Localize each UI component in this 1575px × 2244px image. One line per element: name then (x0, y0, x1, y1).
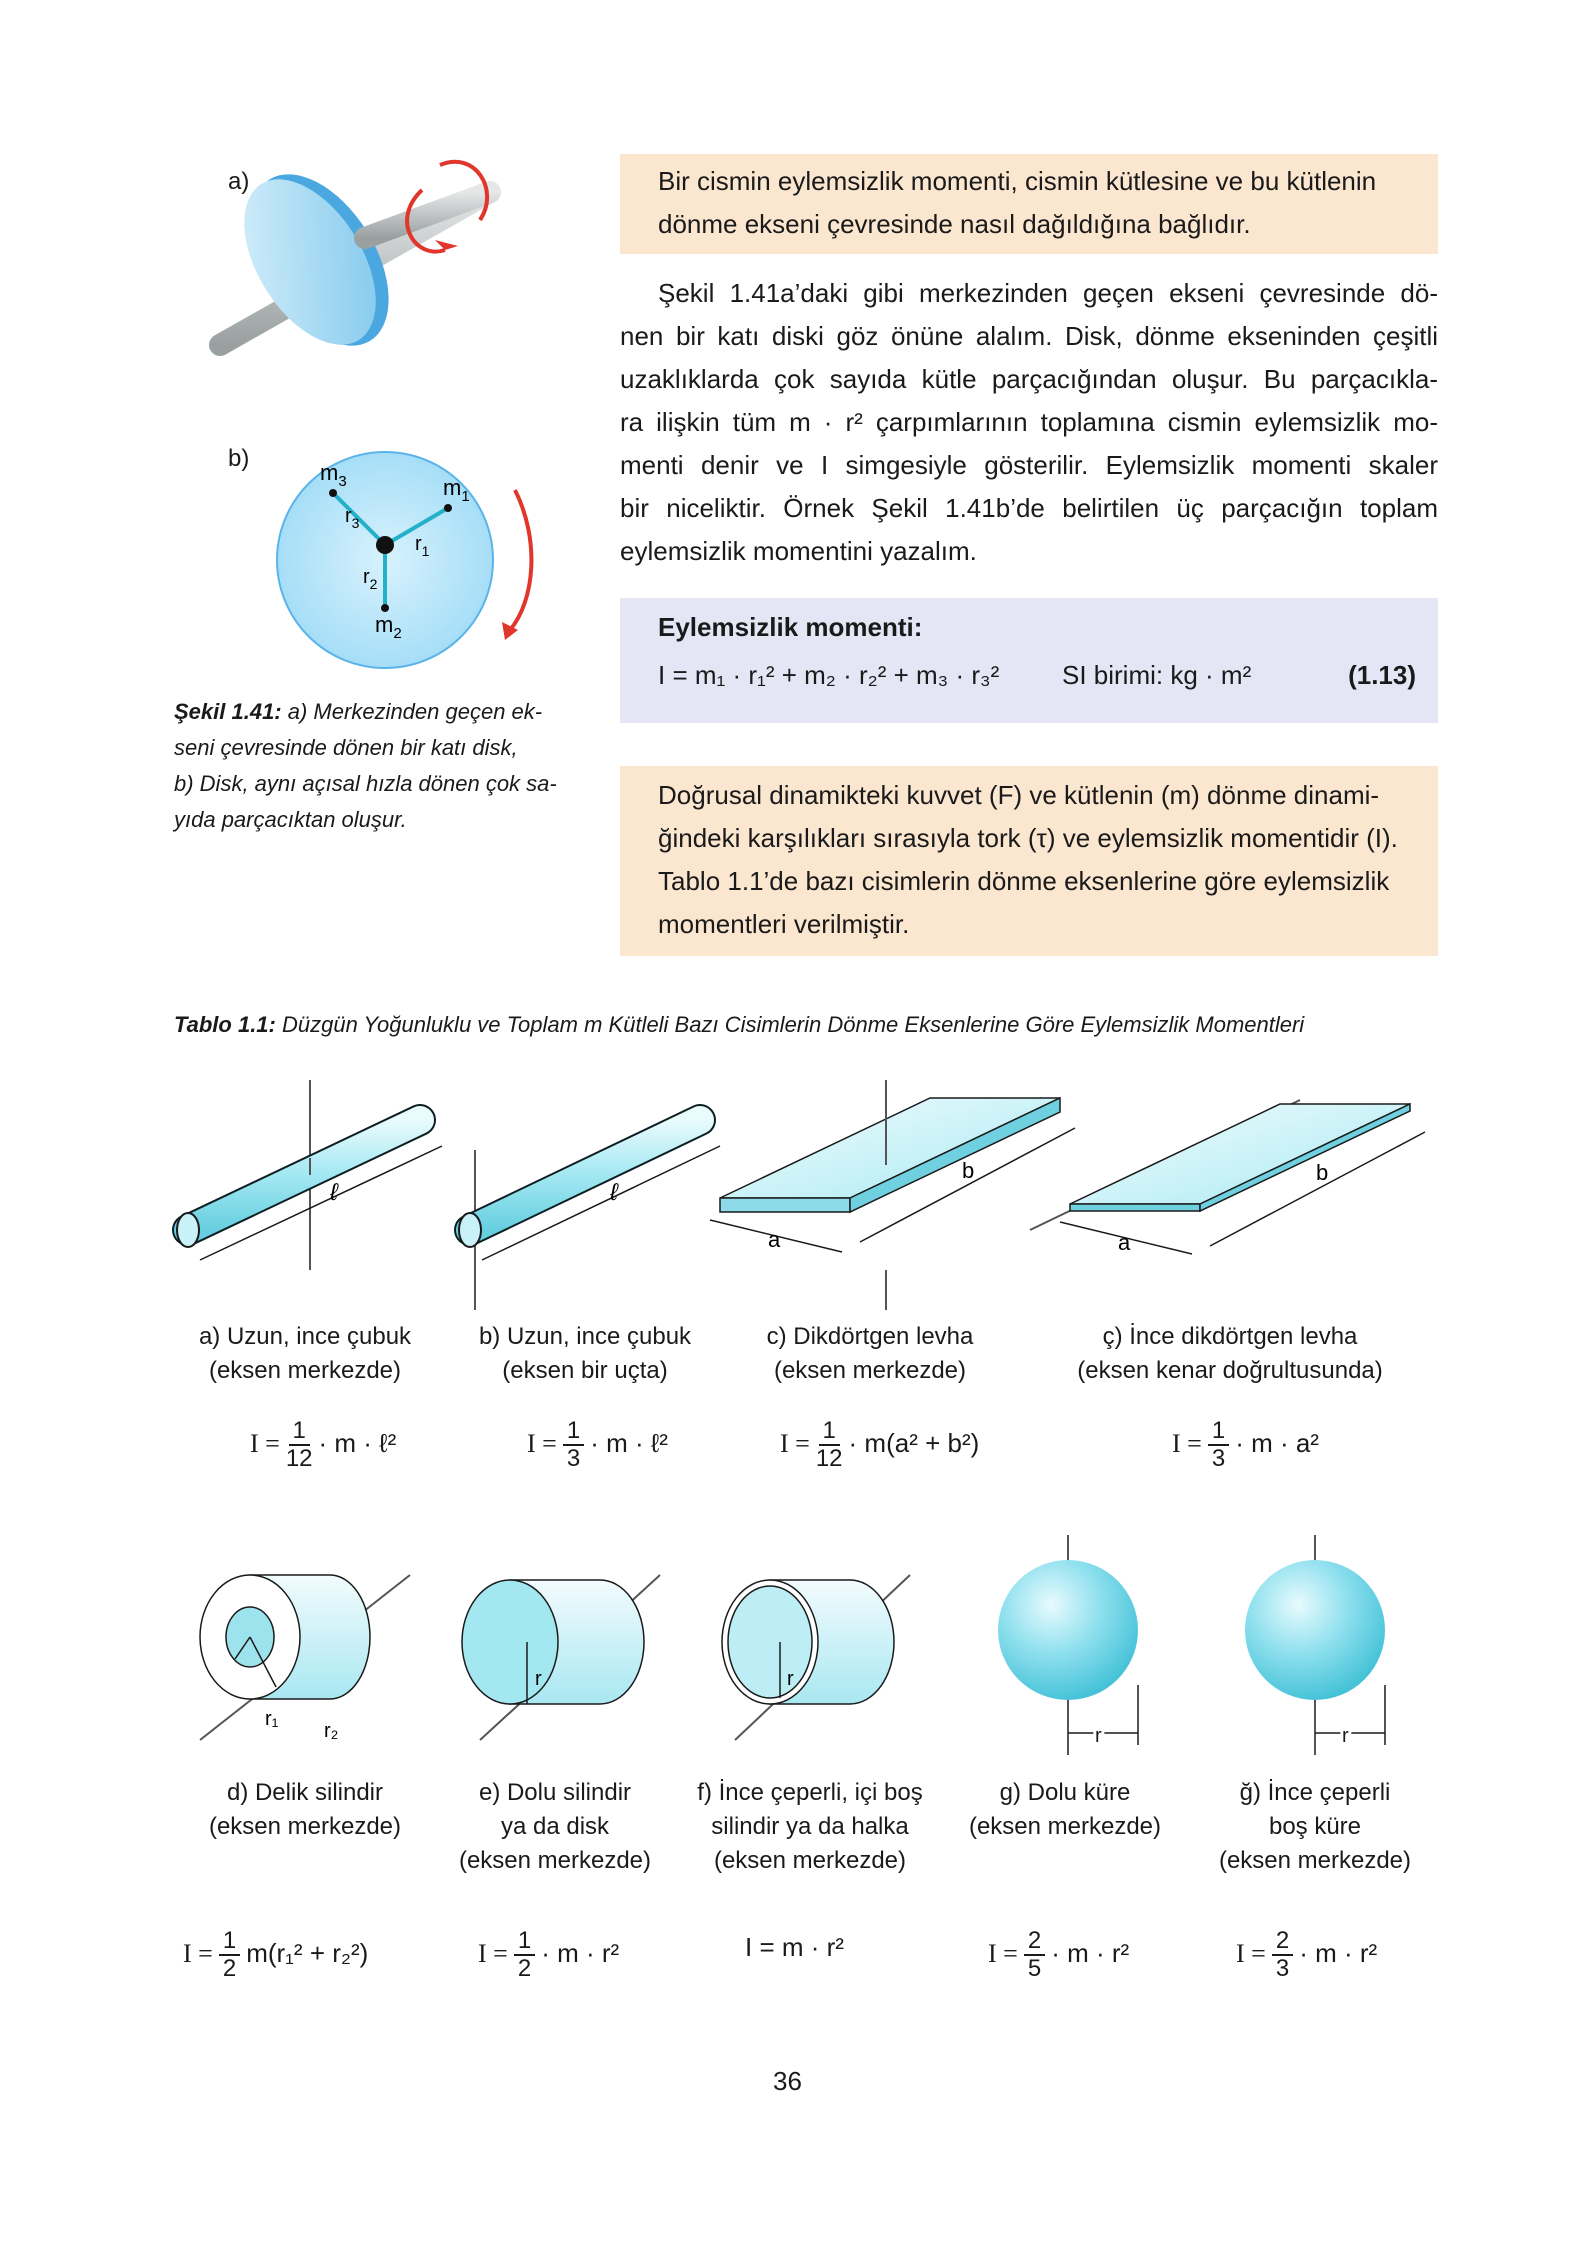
radius-label: r (1095, 1725, 1102, 1747)
page-number: 36 (773, 2066, 802, 2096)
radius-label-r3: $r_3$ (345, 505, 360, 531)
row1-formula-b: I = $\frac{1}{3}$ · m · ℓ² (527, 1417, 668, 1472)
particle-disk-diagram (265, 450, 555, 680)
figure-label-a: a) (228, 168, 250, 195)
thin-plate-edge-axis (1030, 1100, 1425, 1255)
radius-label: r (535, 1668, 542, 1690)
figure-label-b: b) (228, 445, 250, 472)
row1-label-b: b) Uzun, ince çubuk (eksen bir uçta) (478, 1323, 692, 1384)
table-row1-illustrations (170, 1070, 1450, 1320)
row2-label-e: e) Dolu silindir ya da disk (eksen merkezde) (458, 1779, 652, 1874)
width-label-a: a (768, 1227, 781, 1252)
moment-of-inertia-formula: I = m₁ · r₁² + m₂ · r₂² + m₃ · r₃² (658, 660, 1000, 690)
radius-label-r1: r₁ (265, 1708, 279, 1730)
row2-formula-d: I = $\frac{1}{2}$ m(r₁² + r₂²) (183, 1927, 369, 1982)
row2-label-f: f) İnce çeperli, içi boş silindir ya da halka (eksen merkezde) (697, 1779, 923, 1874)
analogy-highlight-box: Doğrusal dinamikteki kuvvet (F) ve kütlenin (m) dönme dinami- ğindeki karşılıkları sırasıyla tork (τ) ve eylemsizlik momentidir (I). Tablo 1.1’de bazı cisimlerin dönme eksenlerine göre eylemsizlik momentleri verilmiştir. (620, 766, 1438, 956)
formula-box (620, 598, 1438, 723)
radius-label-r2: r₂ (324, 1720, 339, 1742)
spinning-disk-illustration (200, 150, 530, 380)
definition-highlight-box: Bir cismin eylemsizlik momenti, cismin kütlesine ve bu kütlenin dönme ekseni çevresinde nasıl dağıldığına bağlıdır. (620, 154, 1438, 254)
row2-formula-g: I = $\frac{2}{5}$ · m · r² (988, 1927, 1130, 1982)
length-label: ℓ (330, 1179, 338, 1206)
thin-rod-end-axis (459, 1120, 720, 1310)
radius-label: r (787, 1668, 794, 1690)
row2-formula-e: I = $\frac{1}{2}$ · m · r² (478, 1927, 620, 1982)
length-label-b: b (1316, 1160, 1329, 1185)
length-label-b: b (962, 1158, 975, 1183)
thin-rod-center-axis (177, 1080, 442, 1270)
radius-label-r2: $r_2$ (363, 566, 378, 592)
particle-label-m3: $m_3$ (320, 460, 347, 490)
row1-formula-c-cedilla: I = $\frac{1}{3}$ · m · a² (1172, 1417, 1319, 1472)
table-row2-illustrations (180, 1535, 1450, 1765)
row2-label-g: g) Dolu küre (eksen merkezde) (968, 1779, 1162, 1840)
length-label: ℓ (610, 1179, 618, 1206)
formula-box-title: Eylemsizlik momenti: (658, 612, 923, 642)
radius-label-r1: $r_1$ (415, 533, 430, 559)
row1-label-c: c) Dikdörtgen levha (eksen merkezde) (766, 1323, 974, 1384)
body-paragraph: Şekil 1.41a’daki gibi merkezinden geçen ekseni çevresinde dö- nen bir katı diski göz önüne alalım. Disk, dönme ekseninden çeşitli uzaklıklarda çok sayıda kütle parçacığından oluşur. Bu parçacıkla- ra ilişkin tüm m · r² çarpımlarının toplamına cismin eylemsizlik mo- menti denir ve I simgesiyle gösterilir. Eylemsizlik momenti skaler bir niceliktir. Örnek Şekil 1.41b’de belirtilen üç parçacığın toplam eylemsizlik momentini yazalım. (620, 278, 1438, 566)
row2-label-d: d) Delik silindir (eksen merkezde) (208, 1779, 402, 1840)
row1-formula-c: I = $\frac{1}{12}$ · m(a² + b²) (780, 1417, 980, 1472)
solid-sphere (998, 1535, 1138, 1755)
table-caption: Tablo 1.1: Düzgün Yoğunluklu ve Toplam m Kütleli Bazı Cisimlerin Dönme Eksenlerine Göre Eylemsizlik Momentleri (174, 1012, 1305, 1037)
row1-label-c-cedilla: ç) İnce dikdörtgen levha (eksen kenar doğrultusunda) (1077, 1323, 1383, 1384)
solid-cylinder (462, 1575, 660, 1740)
rectangular-plate-center-axis (710, 1080, 1075, 1310)
equation-number: (1.13) (1348, 660, 1416, 690)
figure-caption-number: Şekil 1.41: (174, 699, 282, 724)
particle-label-m2: $m_2$ (375, 612, 402, 642)
row1-formula-a: I = $\frac{1}{12}$ · m · ℓ² (250, 1417, 397, 1472)
width-label-a: a (1118, 1230, 1131, 1255)
particle-label-m1: $m_1$ (443, 475, 470, 505)
thin-walled-cylinder (722, 1575, 910, 1740)
figure-caption: Şekil 1.41: a) Merkezinden geçen ek- seni çevresinde dönen bir katı disk, b) Disk, aynı açısal hızla dönen çok sa- yıda parçacıktan oluşur. (174, 699, 557, 832)
row1-label-a: a) Uzun, ince çubuk (eksen merkezde) (198, 1323, 412, 1384)
row2-formula-f: I = m · r² (745, 1932, 844, 1962)
si-unit: SI birimi: kg · m² (1062, 660, 1252, 690)
row2-label-g-breve: ğ) İnce çeperli boş küre (eksen merkezde) (1218, 1779, 1412, 1874)
row2-formula-g-breve: I = $\frac{2}{3}$ · m · r² (1236, 1927, 1378, 1982)
radius-label: r (1342, 1725, 1349, 1747)
hollow-cylinder (200, 1575, 410, 1742)
hollow-sphere (1245, 1535, 1385, 1755)
